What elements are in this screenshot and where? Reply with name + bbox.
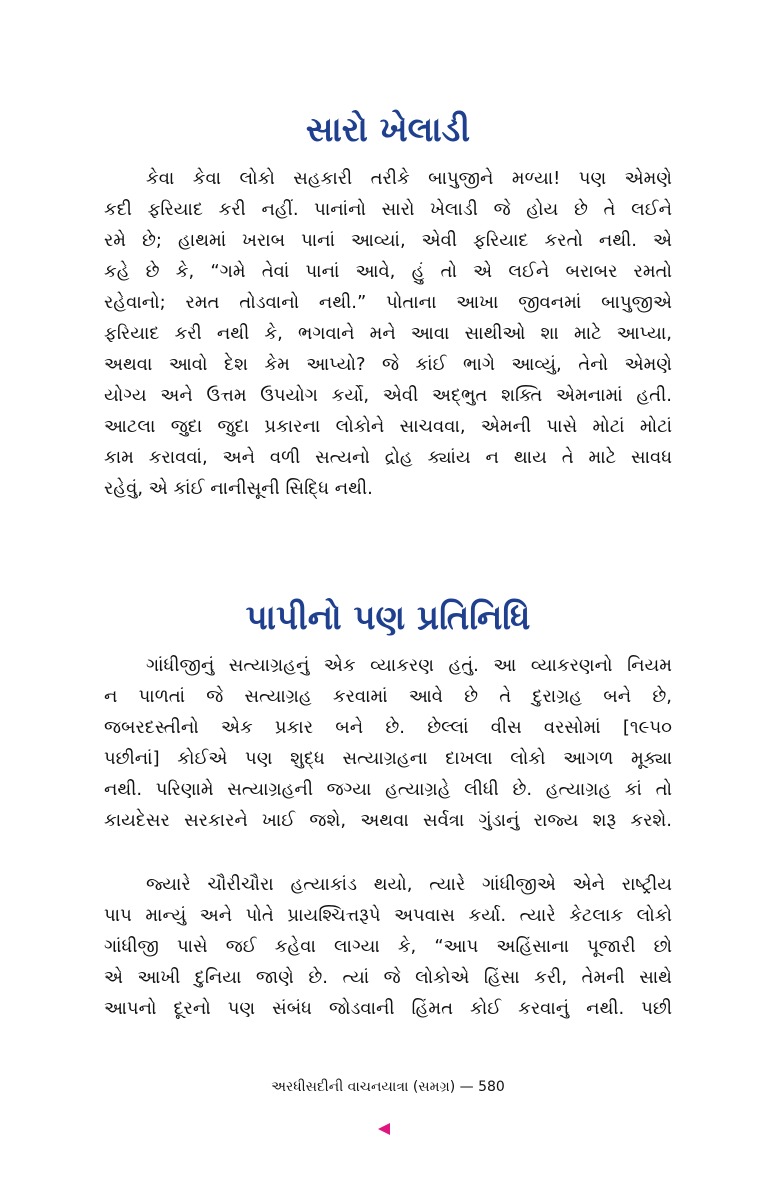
text-line: આટલા જુદા જુદા પ્રકારના લોકોને સાચવવા, એમની પાસે મોટાં મોટાં: [104, 416, 672, 437]
text-line: નથી. પરિણામે સત્યાગ્રહની જગ્યા હત્યાગ્રહે લીધી છે. હત્યાગ્રહ કાં તો: [104, 779, 672, 800]
paragraph: [104, 163, 672, 504]
text-line: પાપ માન્યું અને પોતે પ્રાયશ્ચિત્તરૂપે અપવાસ કર્યા. ત્યારે કેટલાક લોકો: [104, 905, 672, 926]
section-title: પાપીનો પણ પ્રતિનિધિ: [245, 598, 531, 638]
text-line: પછીનાં] કોઈએ પણ શુદ્ધ સત્યાગ્રહના દાખલા લોકો આગળ મૂક્યા: [104, 748, 672, 769]
text-line: કહે છે કે, “ગમે તેવાં પાનાં આવે, હું તો એ લઈને બરાબર રમતો: [104, 261, 672, 282]
text-line: યોગ્ય અને ઉત્તમ ઉપયોગ કર્યો, એવી અદ્ભુત શક્તિ એમનામાં હતી.: [104, 385, 672, 406]
text-line: રમે છે; હાથમાં ખરાબ પાનાં આવ્યાં, એવી ફરિયાદ કરતો નથી. એ: [104, 230, 672, 251]
text-line: રહેવું, એ કાંઈ નાનીસૂની સિદ્ધિ નથી.: [104, 478, 373, 499]
paragraph: [104, 869, 672, 1024]
text-line: કદી ફરિયાદ કરી નહીં. પાનાંનો સારો ખેલાડી જે હોય છે તે લઈને: [104, 199, 672, 220]
triangle-left-icon[interactable]: [378, 1123, 390, 1135]
text-line: કેવા કેવા લોકો સહકારી તરીકે બાપુજીને મળ્યા! પણ એમણે: [146, 168, 672, 189]
text-line: અથવા આવો દેશ કેમ આપ્યો? જે કાંઈ ભાગે આવ્યું, તેનો એમણે: [104, 354, 672, 375]
text-line: ફરિયાદ કરી નથી કે, ભગવાને મને આવા સાથીઓ શા માટે આપ્યા,: [104, 323, 672, 344]
section-title: સારો ખેલાડી: [305, 110, 471, 150]
paragraph: [104, 650, 672, 836]
text-line: ગાંધીજીનું સત્યાગ્રહનું એક વ્યાકરણ હતું. આ વ્યાકરણનો નિયમ: [146, 655, 672, 676]
text-line: ન પાળતાં જે સત્યાગ્રહ કરવામાં આવે છે તે દુરાગ્રહ બને છે,: [104, 686, 672, 707]
text-line: કાયદેસર સરકારને ખાઈ જશે, અથવા સર્વત્રા ગુંડાનું રાજ્ય શરૂ કરશે.: [104, 810, 672, 831]
text-line: ગાંધીજી પાસે જઈ કહેવા લાગ્યા કે, “આપ અહિંસાના પૂજારી છો: [104, 936, 672, 957]
page-footer: અરધીસદીની વાચનયાત્રા (સમગ્ર) — 580: [271, 1079, 505, 1095]
text-line: કામ કરાવવાં, અને વળી સત્યનો દ્રોહ ક્યાંય ન થાય તે માટે સાવધ: [104, 447, 672, 468]
text-line: જ્યારે ચૌરીચૌરા હત્યાકાંડ થયો, ત્યારે ગાંધીજીએ એને રાષ્ટ્રીય: [146, 874, 672, 895]
text-line: રહેવાનો; રમત તોડવાનો નથી.” પોતાના આખા જીવનમાં બાપુજીએ: [104, 292, 672, 313]
text-line: જબરદસ્તીનો એક પ્રકાર બને છે. છેલ્લાં વીસ વરસોમાં [૧૯૫૦: [104, 717, 672, 738]
text-line: એ આખી દુનિયા જાણે છે. ત્યાં જે લોકોએ હિંસા કરી, તેમની સાથે: [104, 967, 672, 988]
text-line: આપનો દૂરનો પણ સંબંધ જોડવાની હિંમત કોઈ કરવાનું નથી. પછી: [104, 998, 672, 1019]
